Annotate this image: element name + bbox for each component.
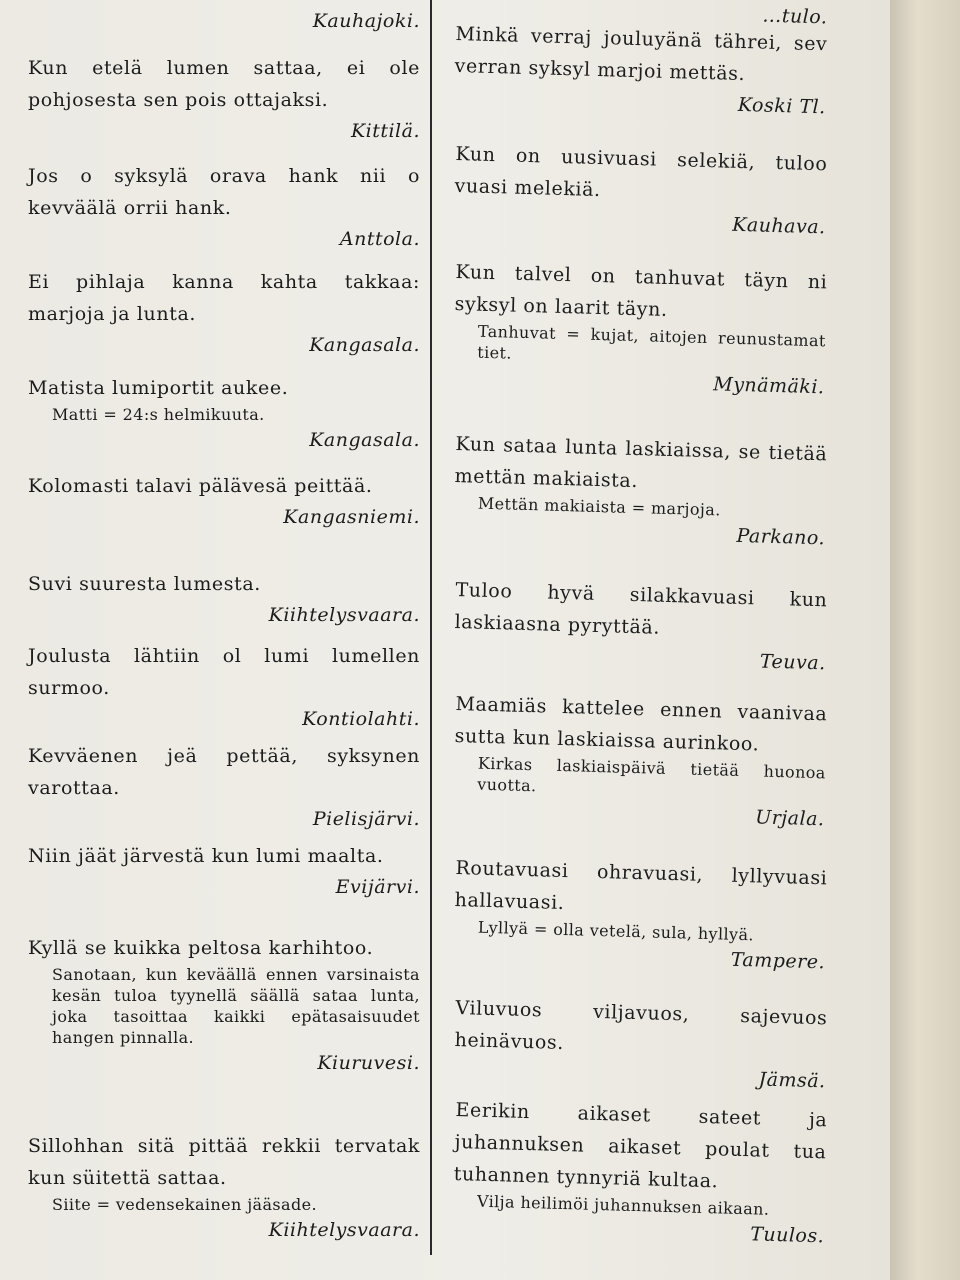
proverb-entry [28, 52, 420, 146]
place-name: Kangasniemi. [283, 506, 420, 528]
place-name: Kittilä. [350, 120, 420, 142]
place-name: Kauhajoki. [312, 10, 420, 32]
proverb-text: Routavuasi ohravuasi, lyllyvuasi hallavuasi. [454, 856, 828, 915]
proverb-note: Siite = vedensekainen jääsade. [52, 1195, 317, 1214]
proverb-text: Kun etelä lumen sattaa, ei ole pohjosesta sen pois ottajaksi. [28, 57, 420, 111]
proverb-note: Tanhuvat = kujat, aitojen reunustamat tiet. [477, 321, 827, 363]
proverb-entry [452, 1094, 828, 1251]
proverb-entry [28, 640, 420, 734]
place-name: Kangasala. [309, 334, 420, 356]
place-name: Kiuruvesi. [317, 1052, 420, 1074]
proverb-text: Eerikin aikaset sateet ja juhannuksen aikaset poulat tua tuhannen tynnyriä kultaa. [453, 1098, 828, 1193]
proverb-note: Kirkas laskiaispäivä tietää huonoa vuotta. [477, 753, 827, 796]
proverb-text: Joulusta lähtiin ol lumi lumellen surmoo. [28, 645, 420, 699]
proverb-text: Sillohhan sitä pittää rekkii tervatak kun süitettä sattaa. [28, 1135, 420, 1189]
place-name: Urjala. [754, 806, 825, 831]
proverb-text: Viluvuos viljavuos, sajevuos heinävuos. [454, 996, 828, 1055]
place-name: Tampere. [730, 948, 826, 974]
proverb-note: Matti = 24:s helmikuuta. [52, 405, 265, 424]
column-divider [430, 0, 432, 1255]
adjacent-page-edge [890, 0, 960, 1280]
place-name: Anttola. [339, 228, 420, 250]
proverb-entry [453, 428, 828, 553]
proverb-text: Kun sataa lunta laskiaissa, se tietää mettän makiaista. [454, 432, 828, 493]
place-name: Koski Tl. [737, 93, 826, 119]
proverb-entry [28, 470, 420, 532]
proverb-text: Kun on uusivuasi selekiä, tuloo vuasi melekiä. [454, 142, 828, 202]
proverb-note: Sanotaan, kun keväällä ennen varsinaista kesän tuloa tyynellä säällä sataa lunta, joka tasoittaa kaikki epätasaisuudet hangen pinnalla. [52, 965, 420, 1047]
proverb-note: Mettän makiaista = marjoja. [477, 493, 722, 520]
proverb-note: Lyllyä = olla vetelä, sula, hyllyä. [477, 917, 755, 945]
proverb-text: Kolomasti talavi pälävesä peittää. [28, 475, 373, 497]
place-name: Tuulos. [749, 1223, 825, 1248]
proverb-text: Tuloo hyvä silakkavuasi kun laskiaasna pyryttää. [454, 578, 828, 639]
proverb-entry [28, 266, 420, 360]
proverb-text: Ei pihlaja kanna kahta takkaa: marjoja ja lunta. [28, 271, 420, 325]
proverb-entry [453, 574, 827, 678]
place-name: Kiihtelysvaara. [268, 1219, 420, 1241]
place-name: Kontiolahti. [302, 708, 420, 730]
proverb-entry [28, 932, 420, 1078]
place-name: Kiihtelysvaara. [268, 604, 420, 626]
place-name: Pielisjärvi. [312, 808, 420, 830]
proverb-text: Suvi suuresta lumesta. [28, 573, 261, 595]
proverb-text: Kevväenen jeä pettää, syksynen varottaa. [28, 745, 420, 799]
proverb-entry [28, 160, 420, 254]
proverb-text: Niin jäät järvestä kun lumi maalta. [28, 845, 384, 867]
proverb-text: Kun talvel on tanhuvat täyn ni syksyl on laarit täyn. [454, 260, 828, 321]
proverb-entry [453, 138, 827, 242]
proverb-entry [452, 256, 828, 402]
place-name: Evijärvi. [335, 876, 420, 898]
proverb-entry [28, 740, 420, 834]
place-name: Parkano. [736, 524, 826, 550]
proverb-entry [28, 372, 420, 455]
proverb-text: Matista lumiportit aukee. [28, 377, 289, 399]
proverb-entry [453, 852, 828, 977]
proverb-text: Kyllä se kuikka peltosa karhihtoo. [28, 937, 374, 959]
proverb-entry [452, 688, 828, 834]
proverb-text: Minkä verraj jouluyänä tährei, sev verran syksyl marjoi mettäs. [454, 22, 828, 86]
place-name: Mynämäki. [712, 373, 825, 399]
place-name: …tulo. [762, 4, 828, 29]
proverb-entry [453, 18, 827, 122]
proverb-text: Maamiäs kattelee ennen vaanivaa sutta kun laskiaissa aurinkoo. [454, 692, 828, 756]
place-name: Teuva. [759, 650, 826, 675]
place-name: Jämsä. [758, 1068, 826, 1093]
proverb-entry [28, 6, 420, 36]
proverb-text: Jos o syksylä orava hank nii o kevväälä orrii hank. [28, 165, 420, 219]
proverb-entry [28, 840, 420, 902]
proverb-note: Vilja heilimöi juhannuksen aikaan. [476, 1191, 770, 1219]
proverb-entry [28, 1130, 420, 1245]
proverb-entry [28, 568, 420, 630]
place-name: Kangasala. [309, 429, 420, 451]
proverb-entry [453, 992, 827, 1096]
place-name: Kauhava. [731, 213, 826, 239]
